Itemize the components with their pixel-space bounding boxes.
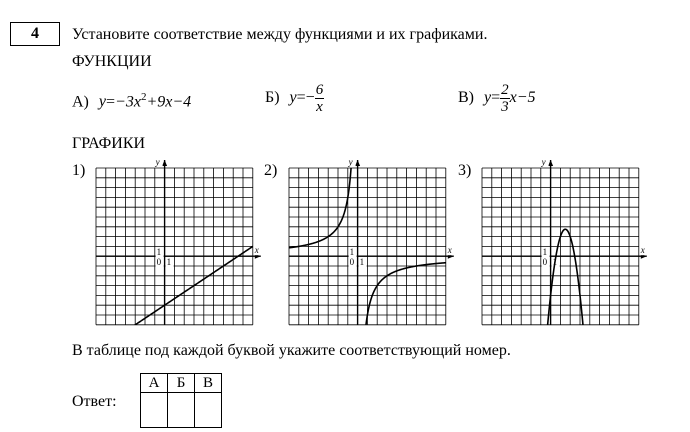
function-fraction <box>500 82 510 115</box>
answer-header-v: В <box>195 374 222 393</box>
unit-x-label: 1 <box>166 257 172 267</box>
function-letter: А) <box>72 93 89 111</box>
fraction-denominator: x <box>316 99 323 115</box>
function-lhs: y <box>98 93 106 111</box>
graph-label-3: 3) <box>458 162 472 179</box>
function-fraction <box>315 82 325 115</box>
function-tail: +9x−4 <box>146 93 192 111</box>
graph-label-1: 1) <box>72 162 86 179</box>
y-axis-label: y <box>348 158 353 167</box>
answer-cell-b[interactable] <box>168 393 195 428</box>
function-minus: − <box>305 89 315 107</box>
unit-x-label: 1 <box>359 257 365 267</box>
function-eq: = <box>491 89 501 107</box>
answer-cell-v[interactable] <box>195 393 222 428</box>
task-instruction: Установите соответствие между функциями и их графиками. <box>72 26 488 43</box>
unit-y-label: 1 <box>156 247 162 258</box>
function-letter: Б) <box>265 89 280 107</box>
origin-label: 0 <box>156 257 162 267</box>
y-axis-label: y <box>541 158 546 167</box>
function-eq: = <box>106 93 116 111</box>
fraction-numerator: 6 <box>315 82 324 98</box>
fraction-numerator: 2 <box>501 82 509 98</box>
answer-table <box>140 373 222 428</box>
origin-label: 0 <box>542 257 548 267</box>
function-a <box>72 91 191 111</box>
y-axis-arrow <box>355 160 360 166</box>
y-axis-arrow <box>162 160 167 166</box>
function-b <box>265 82 324 115</box>
function-tail: x−5 <box>509 89 536 107</box>
function-curve <box>364 263 446 332</box>
function-lhs: y <box>484 89 492 107</box>
fraction-denominator: 3 <box>501 99 509 115</box>
graphs-heading: ГРАФИКИ <box>72 135 146 152</box>
y-axis-arrow <box>548 160 553 166</box>
function-rhs: −3x <box>115 93 141 111</box>
x-axis-label: x <box>254 245 259 256</box>
unit-x-label: 1 <box>552 257 558 267</box>
function-eq: = <box>296 89 306 107</box>
answer-header-b: Б <box>168 374 195 393</box>
unit-y-label: 1 <box>542 247 548 258</box>
graph-label-2: 2) <box>264 162 278 179</box>
functions-heading: ФУНКЦИИ <box>72 53 152 70</box>
answer-header-a: А <box>141 374 168 393</box>
function-lhs: y <box>289 89 297 107</box>
graph-3 <box>478 158 656 332</box>
origin-label: 0 <box>349 257 355 267</box>
answer-label: Ответ: <box>72 393 117 410</box>
function-letter: В) <box>458 89 474 107</box>
bottom-instruction: В таблице под каждой буквой укажите соответствующий номер. <box>72 342 511 359</box>
x-axis-label: x <box>447 245 452 256</box>
task-number: 4 <box>10 22 60 46</box>
function-c <box>458 82 536 115</box>
graph-2 <box>285 158 463 332</box>
answer-cell-a[interactable] <box>141 393 168 428</box>
graph-1 <box>92 158 270 332</box>
x-axis-label: x <box>640 245 645 256</box>
function-exponent: 2 <box>140 91 147 103</box>
y-axis-label: y <box>155 158 160 167</box>
unit-y-label: 1 <box>349 247 355 258</box>
